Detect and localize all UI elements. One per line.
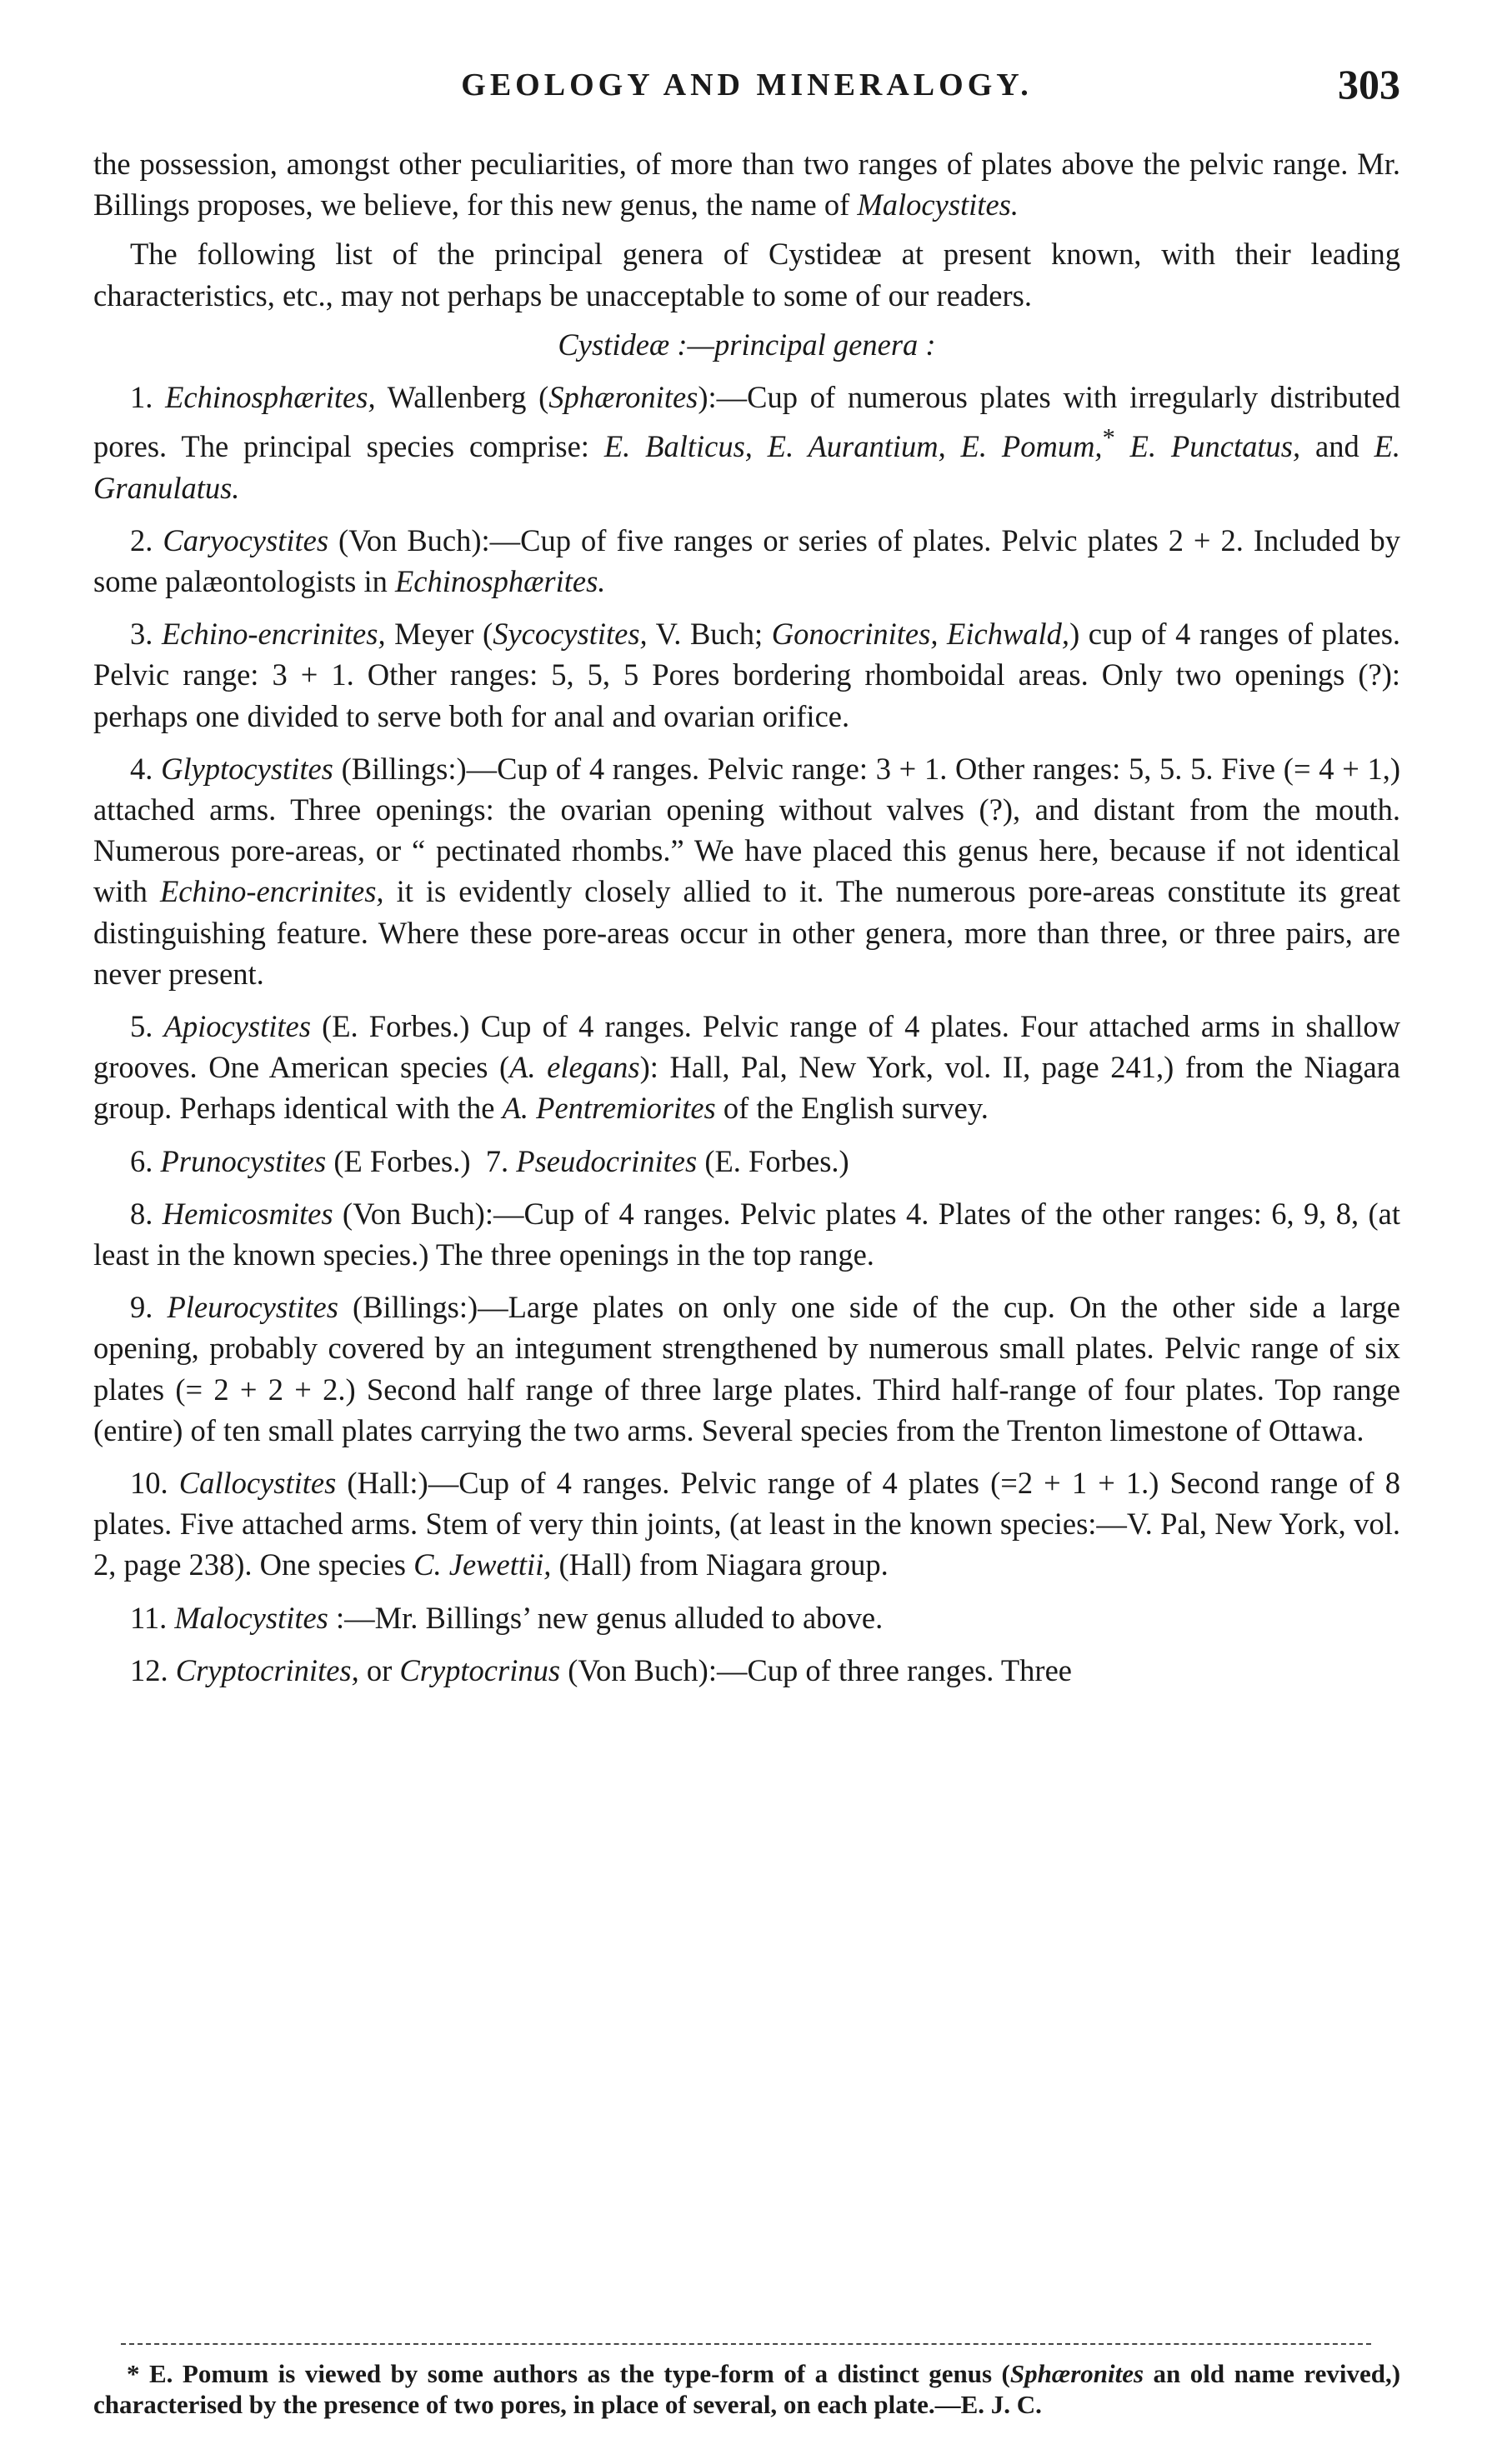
entry-number: 4. bbox=[130, 751, 153, 786]
intro-text: the possession, amongst other peculiarities, of more than two ranges of plates above the pelvic range. Mr. Billings proposes, we believe, for this new genus, the name of bbox=[93, 147, 1400, 222]
entry-number: 3. bbox=[130, 617, 153, 652]
genus-entry-11 bbox=[93, 1597, 1400, 1638]
genus-reference: Echinosphærites. bbox=[394, 563, 606, 598]
species-name: C. Jewettii, bbox=[413, 1547, 552, 1582]
entry-text: (Hall) from Niagara group. bbox=[558, 1547, 889, 1582]
conjunction: and bbox=[1315, 429, 1359, 464]
entry-number: 6. bbox=[130, 1143, 153, 1178]
author: Wallenberg ( bbox=[387, 380, 549, 415]
page-number: 303 bbox=[1338, 61, 1400, 107]
entry-text: of the English survey. bbox=[723, 1091, 989, 1126]
footnote-text bbox=[93, 2358, 1400, 2420]
genus-entry-4 bbox=[93, 748, 1400, 994]
section-heading: Cystideæ :—principal genera : bbox=[558, 327, 936, 362]
entry-text: (E Forbes.) bbox=[333, 1143, 471, 1178]
species-name: A. elegans bbox=[509, 1050, 640, 1085]
genus-entry-6-7 bbox=[93, 1141, 1400, 1182]
entry-text: (Von Buch):—Cup of three ranges. Three bbox=[568, 1652, 1072, 1687]
entry-number: 5. bbox=[130, 1009, 153, 1044]
intro-paragraph-1 bbox=[93, 143, 1400, 225]
entry-text: ): Hall, Pal, New York, vol. II, page 241,) from the Niagara group. Perhaps identical with the bbox=[93, 1050, 1400, 1126]
species-reference: A. Pentremiorites bbox=[502, 1091, 716, 1126]
intro-paragraph-2: The following list of the principal genera of Cystideæ at present known, with their leading characteristics, etc., may not perhaps be unacceptable to some of our readers. bbox=[93, 237, 1400, 312]
genus-reference: Echino-encrinites, bbox=[159, 874, 384, 909]
genus-entry-12 bbox=[93, 1650, 1400, 1691]
genus-name: Pleurocystites bbox=[167, 1290, 338, 1325]
genus-name: Sphæronites bbox=[1009, 2359, 1144, 2388]
genus-name: Prunocystites bbox=[160, 1143, 327, 1178]
entry-number: 2. bbox=[130, 522, 153, 557]
conjunction: or bbox=[366, 1652, 393, 1687]
genus-name: Apiocystites bbox=[163, 1009, 311, 1044]
footnote-divider bbox=[121, 2343, 1371, 2345]
entry-text: ) cup of 4 ranges of plates. Pelvic range: 3 + 1. Other ranges: 5, 5, 5 Pores bordering rhomboidal areas. Only two openings (?): perhaps one divided to serve both for anal and ovarian orifice. bbox=[93, 617, 1401, 733]
genus-name: Callocystites bbox=[178, 1466, 337, 1501]
entry-text: (Hall:)—Cup of 4 ranges. Pelvic range of 4 plates (=2 + 1 + 1.) Second range of 8 plates. Five attached arms. Stem of very thin joints, (at least in the known species:—V. Pal, New York, vol. 2, page 238). One species bbox=[93, 1466, 1401, 1582]
genus-entry-3 bbox=[93, 613, 1400, 737]
entry-number: 1. bbox=[130, 380, 153, 415]
entry-text: (E. Forbes.) bbox=[704, 1143, 849, 1178]
synonym: Sphæronites bbox=[548, 380, 698, 415]
entry-text: (Von Buch):—Cup of 4 ranges. Pelvic plates 4. Plates of the other ranges: 6, 9, 8, (at least in the known species.) The three openings in the top range. bbox=[93, 1196, 1401, 1272]
genus-entry-9 bbox=[93, 1287, 1400, 1451]
species-name: E. Punctatus, bbox=[1129, 429, 1301, 464]
body-text bbox=[93, 143, 1400, 1702]
genus-entry-8 bbox=[93, 1193, 1400, 1275]
entry-number: 7. bbox=[485, 1143, 509, 1178]
genus-entry-1 bbox=[93, 377, 1400, 508]
entry-text: (Billings:)—Large plates on only one side of the cup. On the other side a large opening, probably covered by an integument strengthened by numerous small plates. Pelvic range of six plates (= 2 + 2 + 2.) Second half range of three large plates. Third half-range of four plates. Top range (entire) of ten small plates carrying the two arms. Several species from the Trenton limestone of Ottawa. bbox=[93, 1290, 1401, 1447]
page-header bbox=[93, 60, 1400, 127]
genus-name: Malocystites bbox=[174, 1600, 328, 1635]
footnote-body: E. Pomum is viewed by some authors as the type-form of a distinct genus ( bbox=[148, 2359, 1010, 2388]
synonym: Gonocrinites, Eichwald, bbox=[771, 617, 1070, 652]
author: V. Buch; bbox=[655, 617, 764, 652]
entry-text: :—Mr. Billings’ new genus alluded to above. bbox=[336, 1600, 884, 1635]
genus-name: Cryptocrinites, bbox=[175, 1652, 359, 1687]
author: Meyer ( bbox=[394, 617, 493, 652]
entry-number: 11. bbox=[130, 1600, 168, 1635]
genus-name: Echino-encrinites, bbox=[161, 617, 386, 652]
genus-name: Echinosphærites, bbox=[165, 380, 376, 415]
genus-name: Caryocystites bbox=[163, 522, 329, 557]
footnote-body: an old name revived,) characterised by the presence of two pores, in place of several, on each plate.—E. J. C. bbox=[93, 2359, 1401, 2419]
footnote bbox=[93, 2358, 1400, 2420]
genus-name: Pseudocrinites bbox=[516, 1143, 698, 1178]
entry-number: 10. bbox=[130, 1466, 168, 1501]
entry-number: 9. bbox=[130, 1290, 153, 1325]
entry-text: (Billings:)—Cup of 4 ranges. Pelvic range: 3 + 1. Other ranges: 5, 5. 5. Five (= 4 + 1,) attached arms. Three openings: the ovarian opening without valves (?), and distant from the mouth. Numerous pore-areas, or “ pectinated rhombs.” We have placed this genus here, because if not identical with bbox=[93, 751, 1401, 909]
genus-entry-5 bbox=[93, 1006, 1400, 1129]
entry-text: ):—Cup of numerous plates with irregularly distributed pores. The principal species comprise: bbox=[93, 380, 1401, 464]
entry-number: 12. bbox=[130, 1652, 168, 1687]
genus-name: Cryptocrinus bbox=[399, 1652, 561, 1687]
entry-number: 8. bbox=[130, 1196, 153, 1231]
species-name: E. Granulatus. bbox=[93, 429, 1401, 505]
genus-name: Glyptocystites bbox=[161, 751, 333, 786]
genus-name: Malocystites. bbox=[857, 187, 1019, 222]
entry-text: it is evidently closely allied to it. The numerous pore-areas constitute its great distinguishing feature. Where these pore-areas occur in other genera, more than three, or three pairs, are never present. bbox=[93, 874, 1400, 991]
synonym: Sycocystites, bbox=[493, 617, 648, 652]
species-list: E. Balticus, E. Aurantium, E. Pomum, bbox=[603, 429, 1103, 464]
footnote-marker: * bbox=[127, 2359, 140, 2388]
running-head: GEOLOGY AND MINERALOGY. bbox=[461, 67, 1033, 102]
entry-text: (Von Buch):—Cup of five ranges or series of plates. Pelvic plates 2 + 2. Included by some palæontologists in bbox=[93, 522, 1401, 598]
genus-entry-2 bbox=[93, 520, 1400, 602]
footnote-marker: * bbox=[1102, 423, 1115, 452]
genus-entry-10 bbox=[93, 1462, 1400, 1586]
genus-name: Hemicosmites bbox=[162, 1196, 333, 1231]
entry-text: (E. Forbes.) Cup of 4 ranges. Pelvic range of 4 plates. Four attached arms in shallow grooves. One American species ( bbox=[93, 1009, 1401, 1085]
